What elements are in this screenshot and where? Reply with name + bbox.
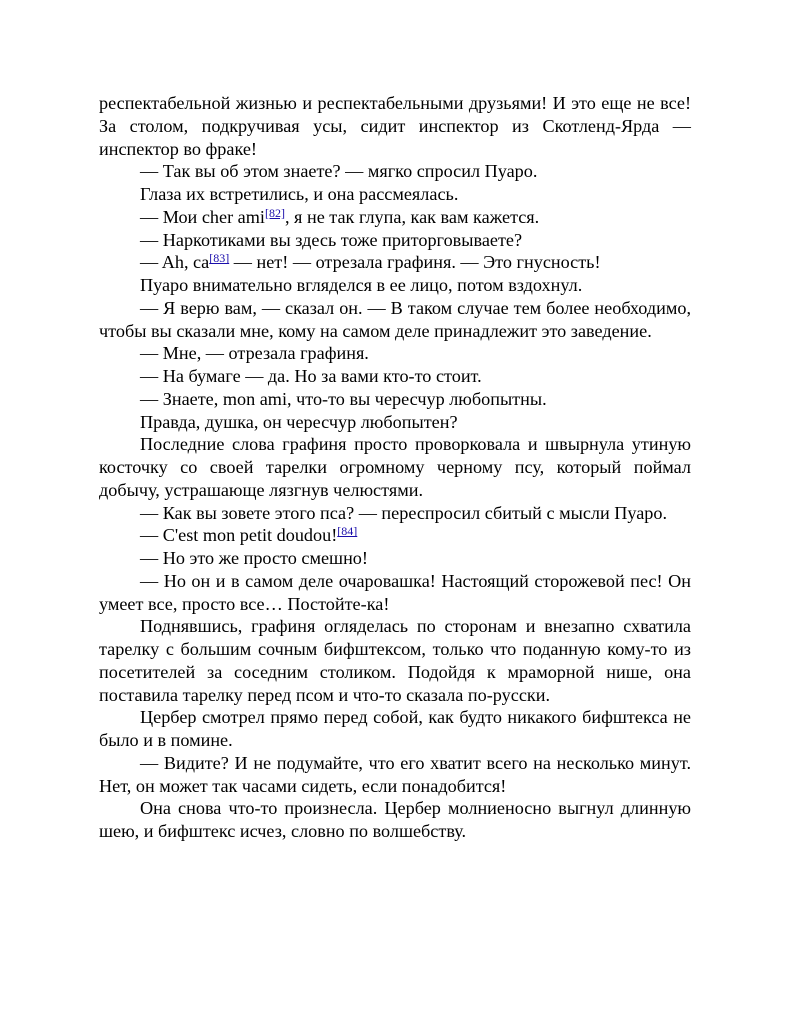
paragraph: Поднявшись, графиня огляделась по сторонам и внезапно схватила тарелку с большим сочным бифштексом, только что поданную кому-то из посетителей за соседним столиком. Подойдя к мраморной нише, она поставила тарелку перед псом и что-то сказала по-русски. (99, 616, 691, 705)
paragraph-text: — Ah, ca (140, 252, 210, 273)
paragraph-text: — Мои cher ami (140, 206, 265, 227)
paragraph: — Наркотиками вы здесь тоже приторговываете? (140, 229, 523, 250)
paragraph: Глаза их встретились, и она рассмеялась. (140, 184, 459, 204)
paragraph: — Как вы зовете этого пса? — переспросил сбитый с мысли Пуаро. (140, 502, 668, 523)
footnote-link-84[interactable]: [84] (337, 524, 358, 539)
paragraph (99, 251, 691, 274)
book-page (99, 92, 691, 843)
paragraph-text: , я не так глупа, как вам кажется. (284, 206, 540, 227)
paragraph: — Но он и в самом деле очаровашка! Настоящий сторожевой пес! Он умеет все, просто все… Постойте-ка! (99, 570, 691, 614)
paragraph: — На бумаге — да. Но за вами кто-то стоит. (140, 366, 482, 386)
footnote-link-82[interactable]: [82] (264, 205, 285, 220)
paragraph: Последние слова графиня просто проворковала и швырнула утиную косточку со своей тарелки огромному черному псу, который поймал добычу, устрашающе лязгнув челюстями. (99, 434, 691, 500)
footnote-link-83[interactable]: [83] (209, 251, 230, 266)
paragraph: респектабельной жизнью и респектабельными друзьями! И это еще не все! За столом, подкручивая усы, сидит инспектор из Скотленд-Ярда — инспектор во фраке! (99, 93, 691, 159)
paragraph-text: — C'est mon petit doudou! (140, 525, 338, 546)
paragraph (99, 524, 691, 547)
paragraph: — Я верю вам, — сказал он. — В таком случае тем более необходимо, чтобы вы сказали мне, кому на самом деле принадлежит это заведение. (99, 297, 691, 341)
paragraph: Правда, душка, он чересчур любопытен? (140, 411, 458, 432)
paragraph: Она снова что-то произнесла. Цербер молниеносно выгнул длинную шею, и бифштекс исчез, словно по волшебству. (99, 798, 691, 841)
paragraph: — Мне, — отрезала графиня. (140, 343, 369, 364)
paragraph (99, 206, 691, 229)
paragraph: — Но это же просто смешно! (140, 548, 368, 568)
paragraph: — Так вы об этом знаете? — мягко спросил Пуаро. (140, 161, 538, 182)
paragraph: — Знаете, mon ami, что-то вы чересчур любопытны. (140, 388, 547, 409)
paragraph-text: — нет! — отрезала графиня. — Это гнусность! (229, 252, 601, 273)
paragraph: Пуаро внимательно вгляделся в ее лицо, потом вздохнул. (140, 275, 583, 295)
paragraph: — Видите? И не подумайте, что его хватит всего на несколько минут. Нет, он может так часами сидеть, если понадобится! (99, 752, 691, 796)
paragraph: Цербер смотрел прямо перед собой, как будто никакого бифштекса не было и в помине. (99, 707, 691, 750)
